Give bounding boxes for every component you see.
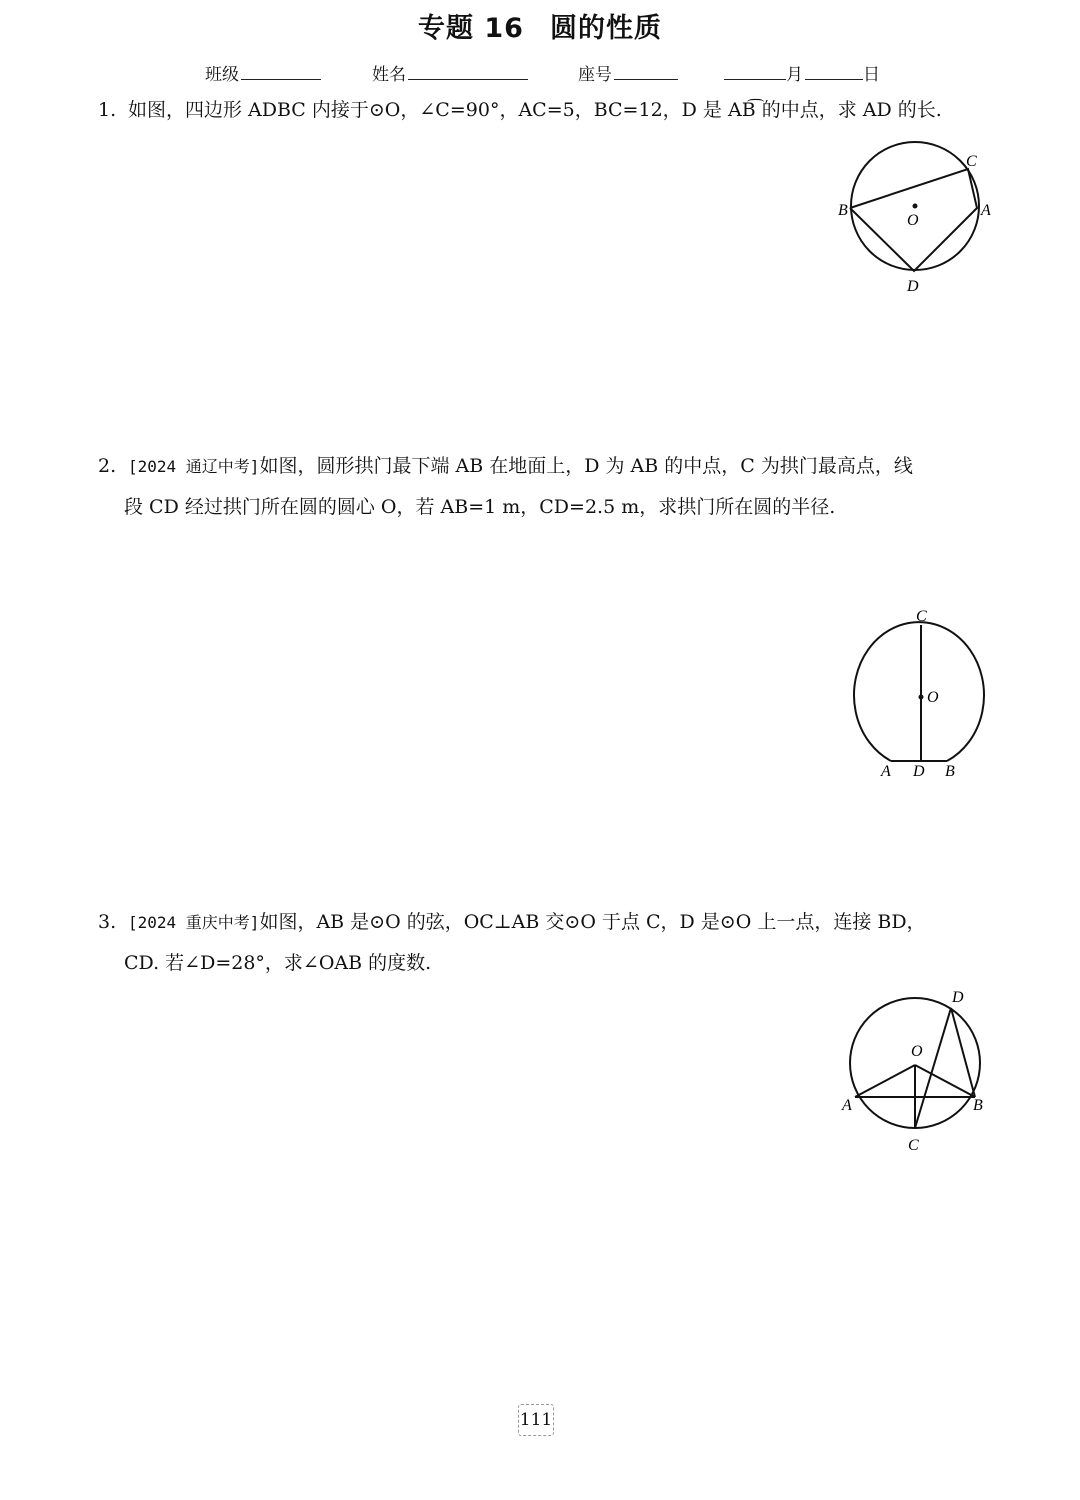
label-c: C: [908, 1137, 919, 1154]
day-blank[interactable]: [805, 63, 863, 80]
label-d: D: [907, 278, 919, 295]
label-b: B: [945, 763, 955, 780]
arch-arc: [854, 622, 984, 761]
label-o: O: [907, 212, 919, 229]
title-main: 圆的性质: [549, 13, 662, 44]
class-label: 班级: [205, 65, 239, 85]
segment-ob: [915, 1065, 975, 1097]
name-field: [372, 60, 528, 85]
label-b: B: [838, 202, 848, 219]
label-a: A: [981, 202, 991, 219]
month-label: 月: [786, 65, 803, 85]
day-label: 日: [863, 65, 880, 85]
title-prefix: 专题 16: [418, 13, 524, 44]
label-o: O: [911, 1043, 923, 1060]
name-label: 姓名: [372, 65, 406, 85]
date-field: [722, 60, 880, 85]
question-2: [98, 446, 998, 527]
name-blank[interactable]: [408, 63, 528, 80]
label-c: C: [916, 608, 927, 625]
question-text: 如图，圆形拱门最下端 AB 在地面上，D 为 AB 的中点，C 为拱门最高点，线: [259, 455, 913, 477]
question-text: 如图，四边形 ADBC 内接于⊙O，∠C=90°，AC=5，BC=12，D 是 AB͡ 的中点，求 AD 的长.: [128, 99, 942, 121]
month-blank[interactable]: [724, 63, 786, 80]
segment-oa: [855, 1065, 915, 1097]
seat-blank[interactable]: [614, 63, 678, 80]
figure-1-diagram: [834, 134, 1004, 299]
question-number: 2.: [98, 455, 117, 477]
question-3: [98, 902, 998, 983]
question-1: [98, 90, 998, 130]
question-text-cont: CD. 若∠D=28°，求∠OAB 的度数.: [124, 952, 432, 974]
seat-label: 座号: [578, 65, 612, 85]
figure-2-diagram: [848, 604, 998, 784]
figure-3-diagram: [834, 980, 1004, 1160]
page-number: 111: [518, 1404, 554, 1436]
label-o: O: [927, 689, 939, 706]
page-title: [0, 6, 1080, 45]
figure-3: [834, 980, 1004, 1164]
label-b: B: [973, 1097, 983, 1114]
label-d: D: [913, 763, 925, 780]
class-field: [205, 60, 321, 85]
question-text-cont: 段 CD 经过拱门所在圆的圆心 O，若 AB=1 m，CD=2.5 m，求拱门所在圆的半径.: [124, 496, 836, 518]
question-number: 3.: [98, 911, 117, 933]
question-source-tag: [2024 重庆中考]: [128, 913, 260, 932]
label-a: A: [881, 763, 891, 780]
segment-bd: [951, 1008, 975, 1097]
label-d: D: [952, 989, 964, 1006]
question-number: 1.: [98, 99, 117, 121]
label-c: C: [966, 153, 977, 170]
figure-2: [848, 604, 998, 788]
center-point: [919, 695, 924, 700]
seat-field: [578, 60, 678, 85]
label-a: A: [842, 1097, 852, 1114]
question-source-tag: [2024 通辽中考]: [128, 457, 260, 476]
figure-1: [834, 134, 1004, 303]
center-point: [913, 204, 918, 209]
question-text: 如图，AB 是⊙O 的弦，OC⊥AB 交⊙O 于点 C，D 是⊙O 上一点，连接 BD，: [259, 911, 926, 933]
class-blank[interactable]: [241, 63, 321, 80]
